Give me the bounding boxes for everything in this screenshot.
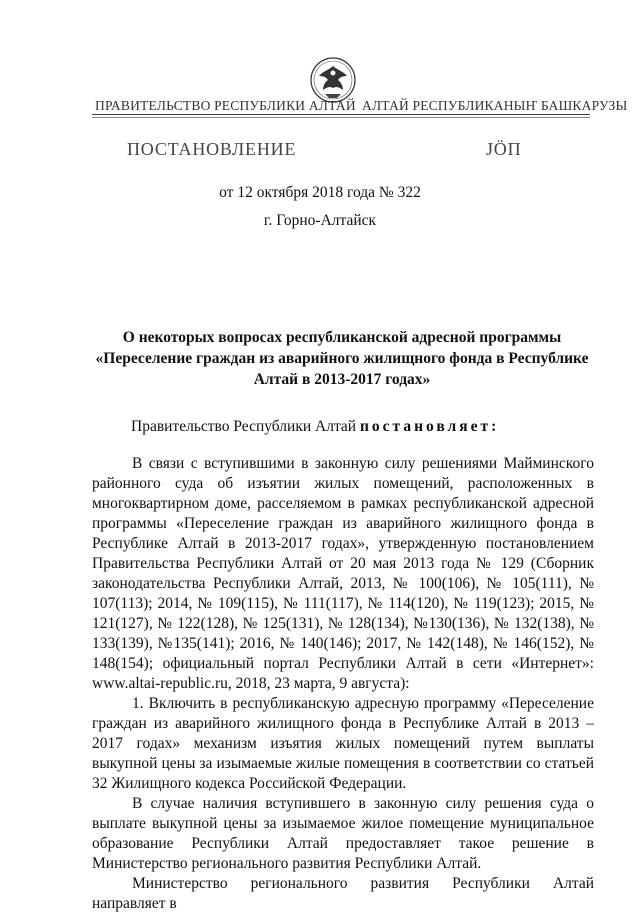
document-city: г. Горно-Алтайск: [263, 212, 377, 229]
body-paragraph: Министерство регионального развития Республики Алтай направляет в: [92, 875, 594, 912]
intro-subject: Правительство Республики Алтай: [131, 418, 357, 435]
body-paragraph: В случае наличия вступившего в законную силу решения суда о выплате выкупной цены за изымаемое жилое помещение муниципальное образование Республики Алтай предоставляет такое решение в Министерство регионального развития Республики Алтай.: [92, 795, 594, 872]
header-divider-secondary: [92, 117, 590, 118]
title-line: О некоторых вопросах республиканской адресной программы: [122, 329, 562, 346]
body-paragraph: В связи с вступившими в законную силу решениями Майминского районного суда об изъятии жилых помещений, расположенных в многоквартирном доме, расселяемом в рамках республиканской адресной программы «Переселение граждан из аварийного жилищного фонда в Республике Алтай в 2013-2017 годах», утвержденную постановлением Правительства Республики Алтай от 20 мая 2013 года № 129 (Сборник законодательства Республики Алтай, 2013, № 100(106), № 105(111), № 107(113); 2014, № 109(115), № 111(117), № 114(120), № 119(123); 2015, № 121(127), № 122(128), № 125(131), № 128(134), №130(136), № 132(138), № 133(139), №135(141); 2016, № 140(146); 2017, № 142(148), № 146(152), № 148(154); официальный портал Республики Алтай в сети «Интернет»: www.altai-republic.ru, 2018, 23 марта, 9 августа):: [92, 455, 594, 692]
document-date: от 12 октября 2018 года № 322: [219, 184, 421, 201]
doc-type-altai: ЈӦП: [486, 139, 522, 159]
title-line: Алтай в 2013-2017 годах»: [253, 371, 431, 388]
doc-type-russian: ПОСТАНОВЛЕНИЕ: [127, 139, 297, 159]
document-body: [92, 454, 594, 914]
header-divider: [92, 114, 590, 115]
document-title: [92, 327, 592, 390]
intro-verb: постановляет:: [359, 418, 500, 435]
resolution-intro: [131, 418, 499, 436]
title-line: «Переселение граждан из аварийного жилищного фонда в Республике: [95, 350, 589, 367]
body-paragraph: 1. Включить в республиканскую адресную программу «Переселение граждан из аварийного жилищного фонда в Республике Алтай в 2013 – 2017 годах» механизм изъятия жилых помещений путем выплаты выкупной цены за изымаемые жилые помещения в соответствии со статьей 32 Жилищного кодекса Российской Федерации.: [92, 695, 594, 792]
org-name-russian: ПРАВИТЕЛЬСТВО РЕСПУБЛИКИ АЛТАЙ: [95, 98, 356, 113]
org-name-altai: АЛТАЙ РЕСПУБЛИКАНЫҤ БАШКАРУЗЫ: [362, 98, 628, 113]
